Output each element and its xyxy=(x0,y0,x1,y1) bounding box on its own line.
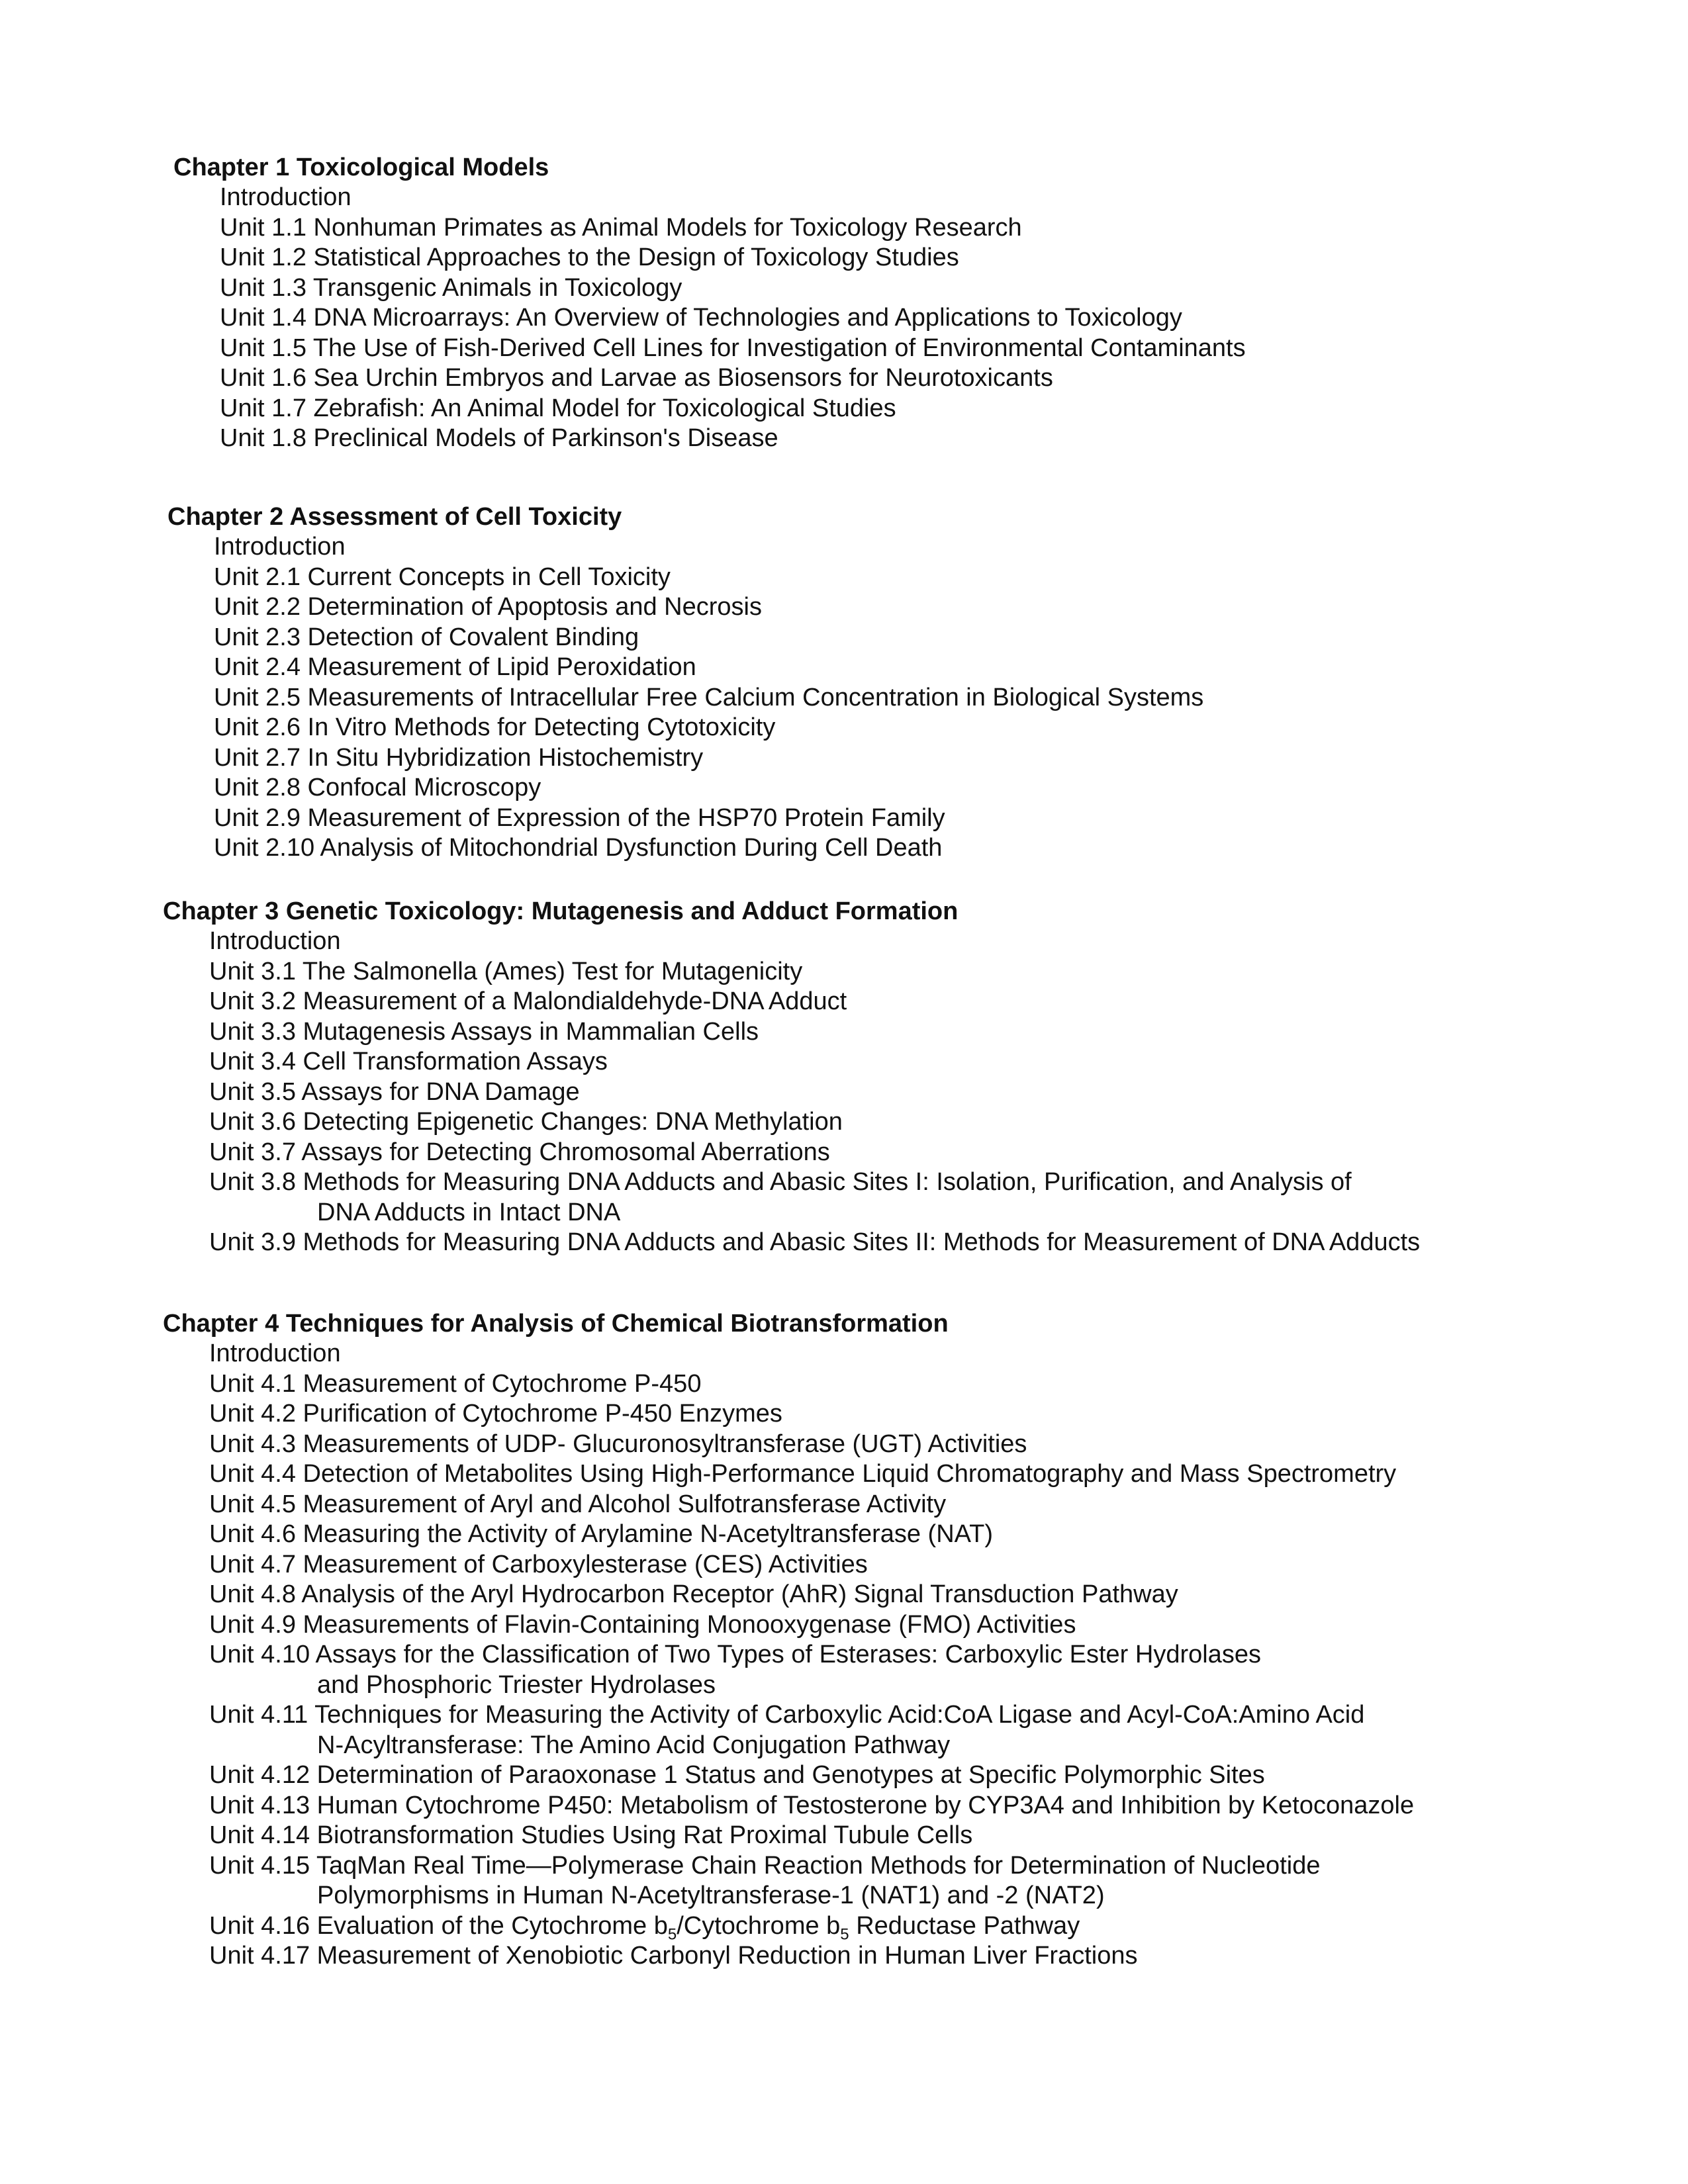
list-item: Unit 3.2 Measurement of a Malondialdehyde-DNA Adduct xyxy=(209,987,847,1015)
list-item: Unit 3.8 Methods for Measuring DNA Adducts and Abasic Sites I: Isolation, Purification, and Analysis of xyxy=(209,1168,1352,1196)
unit-text: /Cytochrome b xyxy=(677,1911,841,1940)
list-item: Unit 3.4 Cell Transformation Assays xyxy=(209,1048,608,1075)
subscript: 5 xyxy=(840,1925,849,1944)
chapter-title: Chapter 3 Genetic Toxicology: Mutagenesis and Adduct Formation xyxy=(163,897,959,925)
list-item: Unit 3.9 Methods for Measuring DNA Adducts and Abasic Sites II: Methods for Measurement of DNA Adducts xyxy=(209,1228,1421,1256)
subscript: 5 xyxy=(667,1925,677,1944)
list-item: Unit 4.9 Measurements of Flavin-Containing Monooxygenase (FMO) Activities xyxy=(209,1610,1076,1639)
list-item: Unit 1.2 Statistical Approaches to the Design of Toxicology Studies xyxy=(220,244,959,271)
list-item: Unit 1.5 The Use of Fish-Derived Cell Lines for Investigation of Environmental Contaminants xyxy=(220,334,1246,362)
list-item: Unit 4.8 Analysis of the Aryl Hydrocarbon Receptor (AhR) Signal Transduction Pathway xyxy=(209,1580,1178,1608)
list-item xyxy=(209,1911,1414,1942)
list-item: Unit 4.12 Determination of Paraoxonase 1 Status and Genotypes at Specific Polymorphic Sites xyxy=(209,1761,1265,1789)
list-item: Unit 1.7 Zebrafish: An Animal Model for Toxicological Studies xyxy=(220,394,896,422)
list-item: Unit 4.1 Measurement of Cytochrome P-450 xyxy=(209,1369,702,1398)
list-item: Unit 1.8 Preclinical Models of Parkinson's Disease xyxy=(220,424,778,452)
list-item: Unit 3.1 The Salmonella (Ames) Test for Mutagenicity xyxy=(209,957,803,985)
list-item: Unit 3.6 Detecting Epigenetic Changes: DNA Methylation xyxy=(209,1108,843,1136)
list-item: Unit 4.5 Measurement of Aryl and Alcohol Sulfotransferase Activity xyxy=(209,1490,947,1518)
list-item: Unit 4.14 Biotransformation Studies Using Rat Proximal Tubule Cells xyxy=(209,1821,973,1849)
list-item: Unit 3.7 Assays for Detecting Chromosomal Aberrations xyxy=(209,1138,830,1166)
list-item: Unit 4.6 Measuring the Activity of Arylamine N-Acetyltransferase (NAT) xyxy=(209,1520,994,1548)
list-item: Unit 1.6 Sea Urchin Embryos and Larvae as Biosensors for Neurotoxicants xyxy=(220,364,1053,392)
chapter-title: Chapter 4 Techniques for Analysis of Chemical Biotransformation xyxy=(163,1310,949,1338)
unit-list xyxy=(167,532,1203,864)
list-item: Unit 4.15 TaqMan Real Time—Polymerase Chain Reaction Methods for Determination of Nucleotide xyxy=(209,1851,1321,1880)
list-item: Unit 1.4 DNA Microarrays: An Overview of Technologies and Applications to Toxicology xyxy=(220,304,1182,332)
list-item: Unit 2.10 Analysis of Mitochondrial Dysfunction During Cell Death xyxy=(214,834,943,862)
list-item: Introduction xyxy=(209,927,341,955)
list-item-continuation: and Phosphoric Triester Hydrolases xyxy=(317,1670,716,1699)
list-item: Unit 2.2 Determination of Apoptosis and Necrosis xyxy=(214,593,762,621)
list-item: Unit 4.11 Techniques for Measuring the Activity of Carboxylic Acid:CoA Ligase and Acyl-CoA:Amino Acid xyxy=(209,1701,1365,1729)
list-item: Unit 3.5 Assays for DNA Damage xyxy=(209,1077,580,1106)
list-item: Unit 4.3 Measurements of UDP- Glucuronosyltransferase (UGT) Activities xyxy=(209,1430,1027,1458)
chapter-2 xyxy=(167,502,1203,864)
list-item-continuation: DNA Adducts in Intact DNA xyxy=(317,1198,621,1226)
chapter-3 xyxy=(163,896,1420,1258)
list-item: Unit 1.3 Transgenic Animals in Toxicology xyxy=(220,273,682,302)
chapter-4 xyxy=(163,1308,1414,1972)
unit-list xyxy=(163,927,1420,1258)
list-item: Unit 2.3 Detection of Covalent Binding xyxy=(214,623,639,651)
list-item: Unit 4.17 Measurement of Xenobiotic Carbonyl Reduction in Human Liver Fractions xyxy=(209,1942,1138,1970)
list-item: Unit 2.4 Measurement of Lipid Peroxidation xyxy=(214,653,696,681)
chapter-1 xyxy=(173,152,1246,454)
list-item: Unit 4.13 Human Cytochrome P450: Metabolism of Testosterone by CYP3A4 and Inhibition by Ketoconazole xyxy=(209,1791,1415,1819)
list-item: Unit 2.6 In Vitro Methods for Detecting Cytotoxicity xyxy=(214,713,776,741)
list-item: Unit 1.1 Nonhuman Primates as Animal Models for Toxicology Research xyxy=(220,213,1022,242)
list-item: Unit 2.7 In Situ Hybridization Histochemistry xyxy=(214,743,704,772)
list-item: Unit 3.3 Mutagenesis Assays in Mammalian Cells xyxy=(209,1017,759,1046)
list-item: Unit 4.7 Measurement of Carboxylesterase (CES) Activities xyxy=(209,1550,868,1578)
list-item: Introduction xyxy=(220,183,352,211)
list-item-continuation: N-Acyltransferase: The Amino Acid Conjugation Pathway xyxy=(317,1731,951,1759)
list-item: Unit 4.10 Assays for the Classification of Two Types of Esterases: Carboxylic Ester Hydrolases xyxy=(209,1641,1261,1668)
list-item: Unit 2.9 Measurement of Expression of the HSP70 Protein Family xyxy=(214,803,945,832)
list-item: Unit 2.5 Measurements of Intracellular Free Calcium Concentration in Biological Systems xyxy=(214,683,1204,711)
unit-text: Reductase Pathway xyxy=(849,1911,1080,1940)
chapter-title: Chapter 1 Toxicological Models xyxy=(173,154,549,181)
list-item: Unit 2.8 Confocal Microscopy xyxy=(214,774,541,801)
list-item: Unit 4.2 Purification of Cytochrome P-450 Enzymes xyxy=(209,1400,782,1428)
list-item-continuation: Polymorphisms in Human N-Acetyltransferase-1 (NAT1) and -2 (NAT2) xyxy=(317,1882,1105,1909)
list-item: Introduction xyxy=(214,533,346,561)
list-item: Unit 2.1 Current Concepts in Cell Toxicity xyxy=(214,563,671,591)
chapter-title: Chapter 2 Assessment of Cell Toxicity xyxy=(167,503,622,531)
unit-list xyxy=(163,1339,1414,1972)
list-item: Unit 4.4 Detection of Metabolites Using High-Performance Liquid Chromatography and Mass Spectrometry xyxy=(209,1460,1397,1488)
list-item: Introduction xyxy=(209,1340,341,1367)
unit-text: Unit 4.16 Evaluation of the Cytochrome b xyxy=(209,1911,668,1940)
unit-list xyxy=(173,183,1246,454)
